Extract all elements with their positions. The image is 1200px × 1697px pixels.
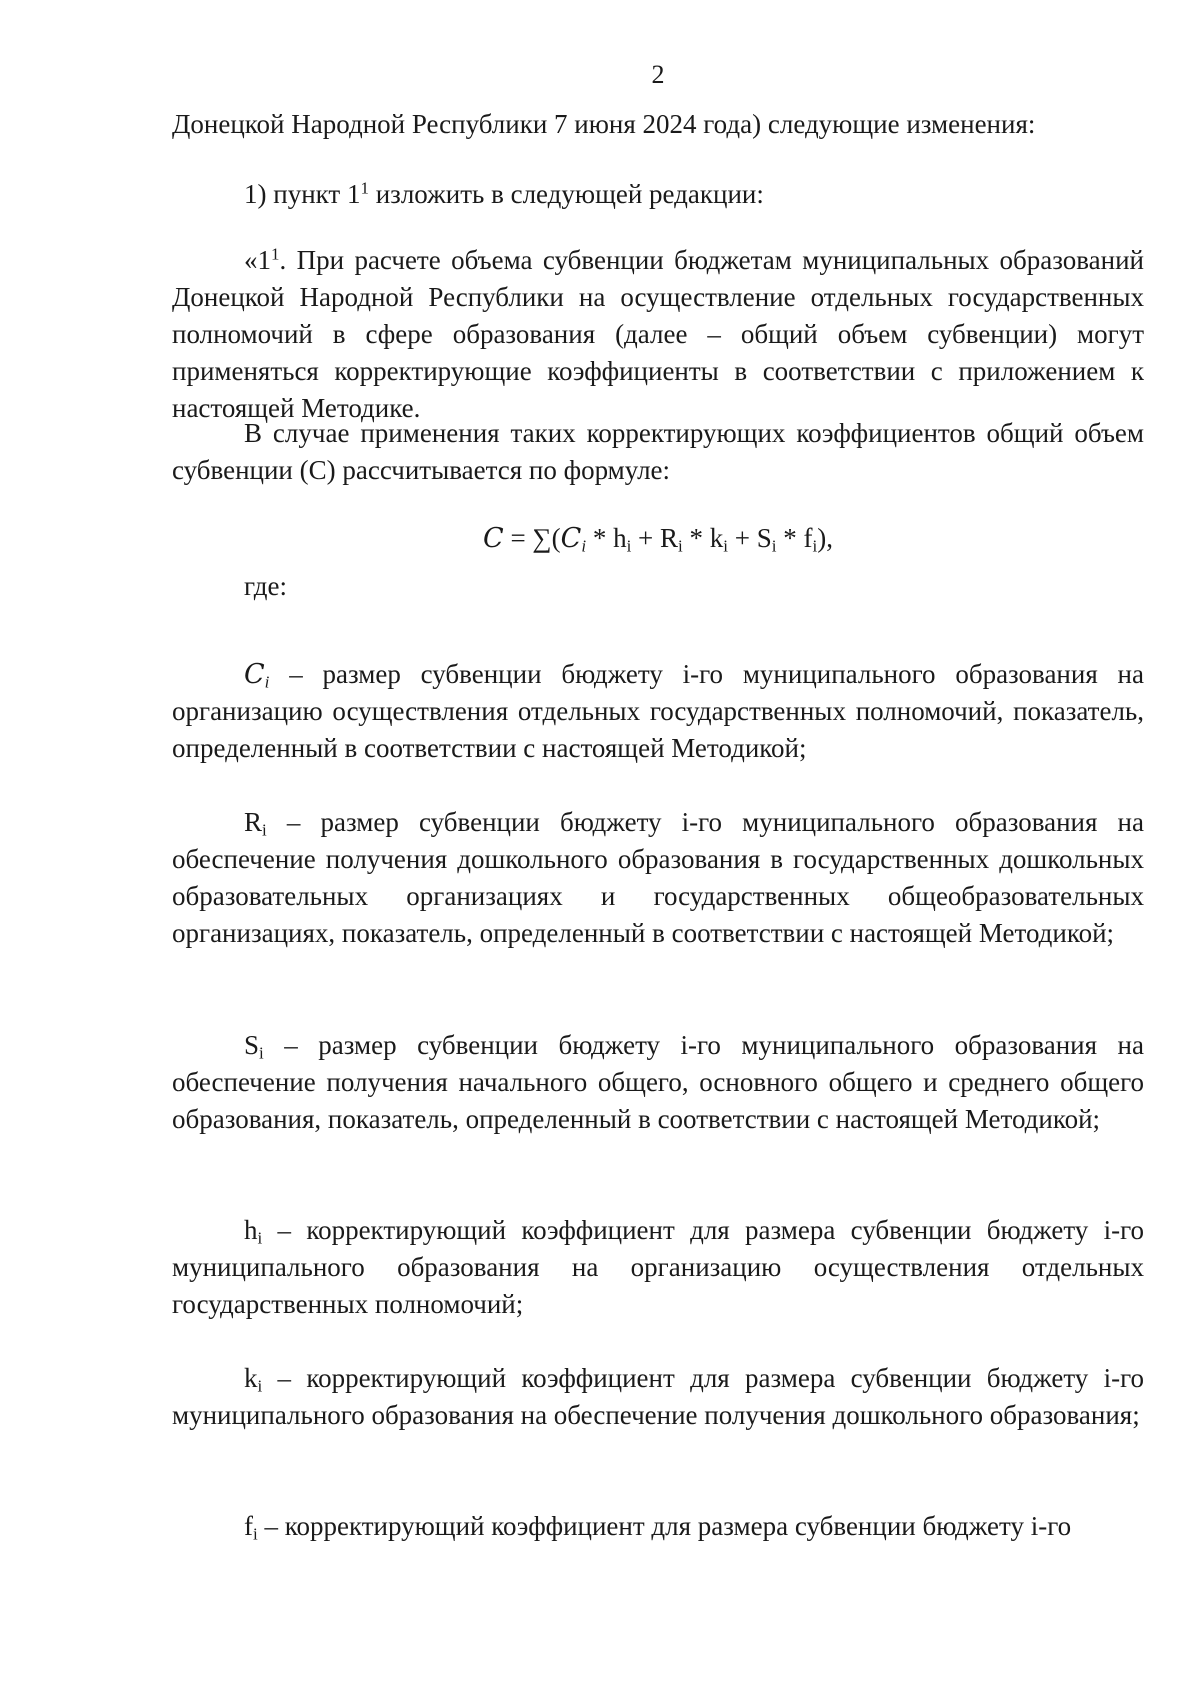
subvention-formula: $C = \sum(C_i * h_i + R_i * k_i + S_i * f_i)$, [483,523,833,556]
page-number: 2 [651,60,665,89]
document-page [172,0,1144,1697]
definition-h: $h_i$ – корректирующий коэффициент для размера субвенции бюджету i-го муниципального образования на организацию осуществления отдельных государственных полномочий; [172,1215,1144,1319]
definition-s: $S_i$ – размер субвенции бюджету i-го муниципального образования на обеспечение получения начального общего, основного общего и среднего общего образования, показатель, определенный в соответствии с настоящей Методикой; [172,1030,1144,1134]
case-paragraph: В случае применения таких корректирующих коэффициентов общий объем субвенции (С) рассчитывается по формуле: [172,418,1144,485]
clause-1-1: «$1^1$. При расчете объема субвенции бюджетам муниципальных образований Донецкой Народной Республики на осуществление отдельных государственных полномочий в сфере образования (далее – общий объем субвенции) могут применяться корректирующие коэффициенты в соответствии с приложением к настоящей Методике. [172,244,1144,423]
definition-f: $f_i$ – корректирующий коэффициент для размера субвенции бюджету i-го [244,1511,1072,1544]
definition-c: $C_i$ – размер субвенции бюджету i-го муниципального образования на организацию осуществления отдельных государственных полномочий, показатель, определенный в соответствии с настоящей Методикой; [172,659,1144,763]
item-1: 1) пункт $1^1$ изложить в следующей редакции: [244,178,764,209]
definition-r: $R_i$ – размер субвенции бюджету i-го муниципального образования на обеспечение получения дошкольного образования в государственных дошкольных образовательных организациях и государственных общеобразовательных организациях, показатель, определенный в соответствии с настоящей Методикой; [172,807,1144,948]
intro-line: Донецкой Народной Республики 7 июня 2024 года) следующие изменения: [172,109,1036,139]
where-label: где: [244,571,287,601]
definition-k: $k_i$ – корректирующий коэффициент для размера субвенции бюджету i-го муниципального образования на обеспечение получения дошкольного образования; [172,1363,1144,1430]
